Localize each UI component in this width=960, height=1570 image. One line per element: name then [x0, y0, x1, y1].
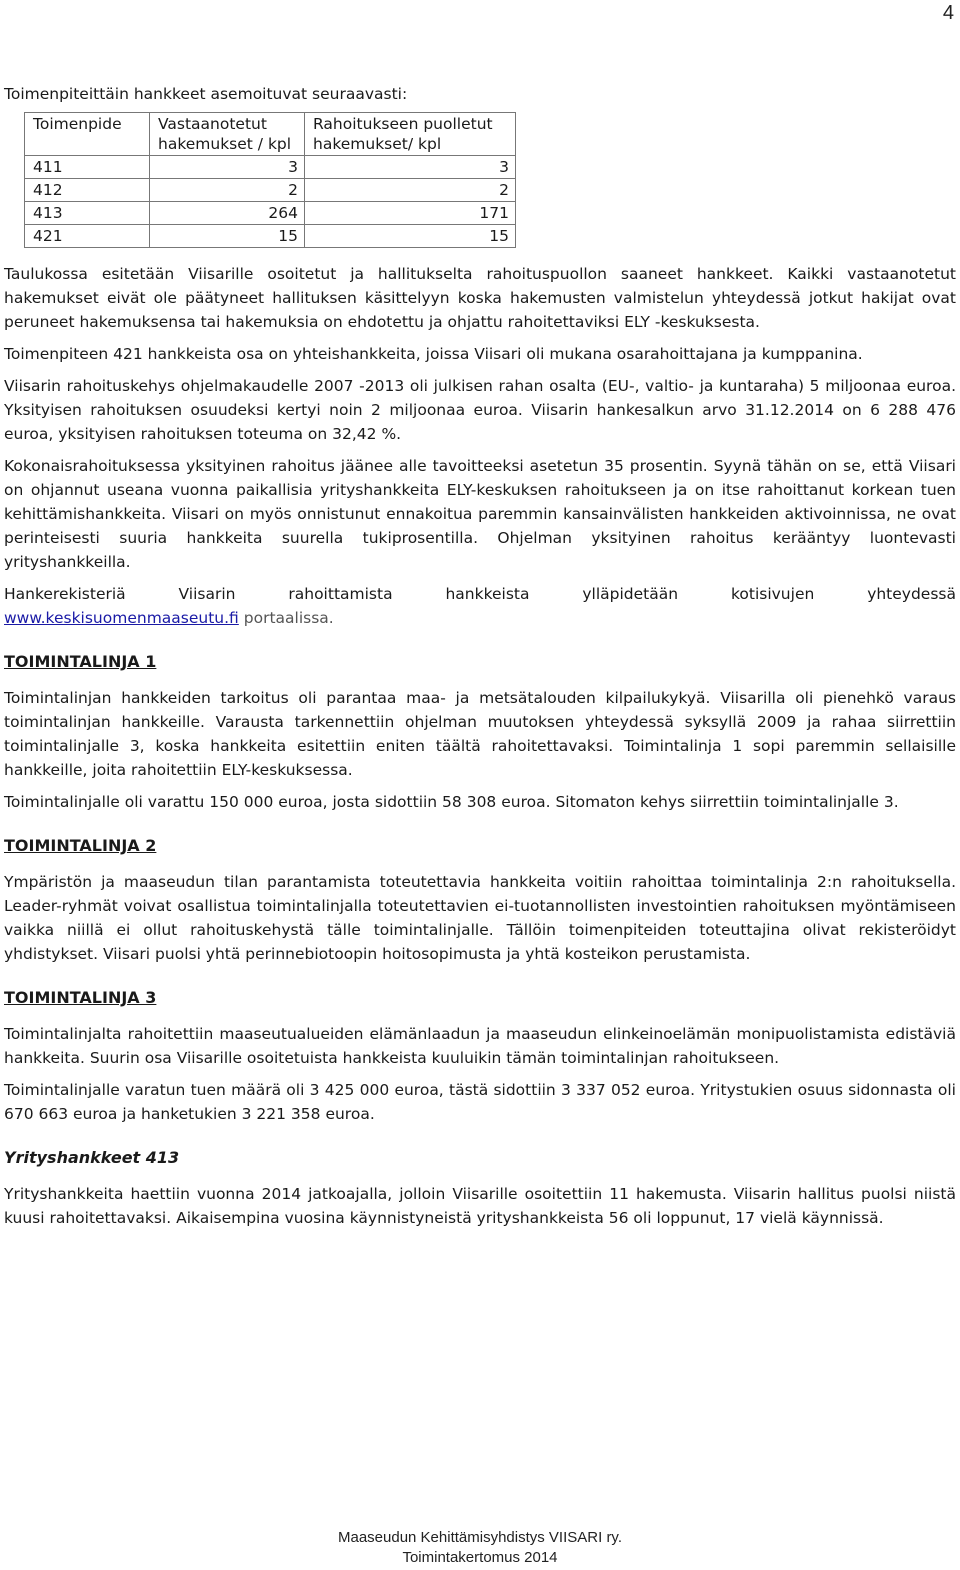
- section-title-toimintalinja-1: TOIMINTALINJA 1: [4, 652, 157, 671]
- footer-report-title: Toimintakertomus 2014: [402, 1549, 558, 1566]
- table-cell-received: 3: [150, 156, 305, 179]
- paragraph-table-explanation: Taulukossa esitetään Viisarille osoitetut ja hallitukselta rahoituspuollon saaneet hankkeet. Kaikki vastaanotetut hakemukset eivät ole päätyneet hallituksen käsittelyyn koska hakemusten valmistelun yhteydessä jotkut hakijat ovat peruneet hakemuksensa tai hakemuksia on ehdotettu ja ohjattu rahoitettaviksi ELY -keskuksesta.: [4, 265, 956, 331]
- table-cell-approved: 3: [305, 156, 516, 179]
- table-cell-received: 264: [150, 202, 305, 225]
- table-header-received: Vastaanotetut hakemukset / kpl: [150, 113, 305, 156]
- section-1-paragraph-1: Toimintalinjan hankkeiden tarkoitus oli parantaa maa- ja metsätalouden kilpailukykyä. Viisarilla oli pienehkö varaus toimintalinjan hankkeille. Varausta tarkennettiin ohjelman muutoksen yhteydessä syksyllä 2009 ja rahaa siirrettiin toimintalinjalle 3, koska hankkeita esitettiin eniten täältä rahoitettavaksi. Toimintalinja 1 sopi paremmin sellaisille hankkeille, joita rahoitettiin ELY-keskuksessa.: [4, 689, 956, 779]
- paragraph-funding-frame: Viisarin rahoituskehys ohjelmakaudelle 2007 -2013 oli julkisen rahan osalta (EU-, valtio- ja kuntaraha) 5 miljoonaa euroa. Yksityisen rahoituksen osuudeksi kertyi noin 2 miljoonaa euroa. Viisarin hankesalkun arvo 31.12.2014 on 6 288 476 euroa, yksityisen rahoituksen toteuma on 32,42 %.: [4, 377, 956, 443]
- section-title-toimintalinja-3: TOIMINTALINJA 3: [4, 988, 157, 1007]
- table-cell-received: 2: [150, 179, 305, 202]
- table-header-row: [25, 113, 516, 156]
- intro-text: Toimenpiteittäin hankkeet asemoituvat seuraavasti:: [4, 85, 408, 103]
- section-3-paragraph-2: Toimintalinjalle varatun tuen määrä oli 3 425 000 euroa, tästä sidottiin 3 337 052 euroa. Yritystukien osuus sidonnasta oli 670 663 euroa ja hanketukien 3 221 358 euroa.: [4, 1081, 956, 1123]
- table-cell-received: 15: [150, 225, 305, 248]
- paragraph-private-funding: Kokonaisrahoituksessa yksityinen rahoitus jäänee alle tavoitteeksi asetetun 35 prosentin. Syynä tähän on se, että Viisari on ohjannut useana vuonna paikallisia yrityshankkeita ELY-keskuksen rahoitukseen ja on itse rahoittanut korkean tuen kehittämishankkeita. Viisari on myös onnistunut ennakoitua paremmin kansainvälisten hankkeiden aktivoinnissa, ne ovat perinteisesti suuria hankkeita suurella tukiprosentilla. Ohjelman yksityinen rahoitus kerääntyy luontevasti yrityshankkeilla.: [4, 457, 956, 571]
- section-3-paragraph-1: Toimintalinjalta rahoitettiin maaseutualueiden elämänlaadun ja maaseudun elinkeinoelämän monipuolistamista edistäviä hankkeita. Suurin osa Viisarille osoitetuista hankkeista kuuluikin tämän toimintalinjan rahoitukseen.: [4, 1025, 956, 1067]
- section-title-yrityshankkeet: Yrityshankkeet 413: [4, 1148, 180, 1167]
- table-cell-approved: 15: [305, 225, 516, 248]
- table-row: [25, 179, 516, 202]
- page-number: 4: [942, 2, 954, 24]
- table-cell-measure: 413: [25, 202, 150, 225]
- table-row: [25, 156, 516, 179]
- portal-text: portaalissa.: [238, 609, 334, 627]
- table-cell-measure: 412: [25, 179, 150, 202]
- website-link[interactable]: www.keskisuomenmaaseutu.fi: [4, 609, 239, 627]
- section-4-paragraph-1: Yrityshankkeita haettiin vuonna 2014 jatkoajalla, jolloin Viisarille osoitettiin 11 hakemusta. Viisarin hallitus puolsi niistä kuusi rahoitettavaksi. Aikaisempina vuosina käynnistyneistä yrityshankkeista 56 oli loppunut, 17 vielä käynnissä.: [4, 1185, 956, 1227]
- table-cell-measure: 421: [25, 225, 150, 248]
- table-header-approved: Rahoitukseen puolletut hakemukset/ kpl: [305, 113, 516, 156]
- paragraph-register-start: Hankerekisteriä Viisarin rahoittamista hankkeista ylläpidetään kotisivujen yhteydessä: [4, 585, 956, 603]
- section-title-toimintalinja-2: TOIMINTALINJA 2: [4, 836, 157, 855]
- document-body: [4, 82, 956, 1238]
- table-row: [25, 202, 516, 225]
- section-2-paragraph-1: Ympäristön ja maaseudun tilan parantamista toteutettavia hankkeita voitiin rahoittaa toimintalinja 2:n rahoituksella. Leader-ryhmät voivat osallistua toimintalinjalla toteutettavien ei-tuotannollisten investointien rahoituksen myöntämiseen vaikka niillä ei ollut rahoituskehystä tälle toimintalinjalle. Tällöin toimenpiteiden toteuttajina olivat rekisteröidyt yhdistykset. Viisari puolsi yhtä perinnebiotoopin hoitosopimusta ja yhtä kosteikon perustamista.: [4, 873, 956, 963]
- section-1-paragraph-2: Toimintalinjalle oli varattu 150 000 euroa, josta sidottiin 58 308 euroa. Sitomaton kehys siirrettiin toimintalinjalle 3.: [4, 793, 899, 811]
- measures-table: [24, 112, 516, 248]
- table-row: [25, 225, 516, 248]
- footer-organization: Maaseudun Kehittämisyhdistys VIISARI ry.: [337, 1529, 622, 1546]
- paragraph-register-end: [4, 606, 956, 630]
- table-cell-approved: 2: [305, 179, 516, 202]
- table-cell-approved: 171: [305, 202, 516, 225]
- table-cell-measure: 411: [25, 156, 150, 179]
- table-header-measure: Toimenpide: [25, 113, 150, 156]
- paragraph-joint-projects: Toimenpiteen 421 hankkeista osa on yhteishankkeita, joissa Viisari oli mukana osarahoittajana ja kumppanina.: [4, 345, 863, 363]
